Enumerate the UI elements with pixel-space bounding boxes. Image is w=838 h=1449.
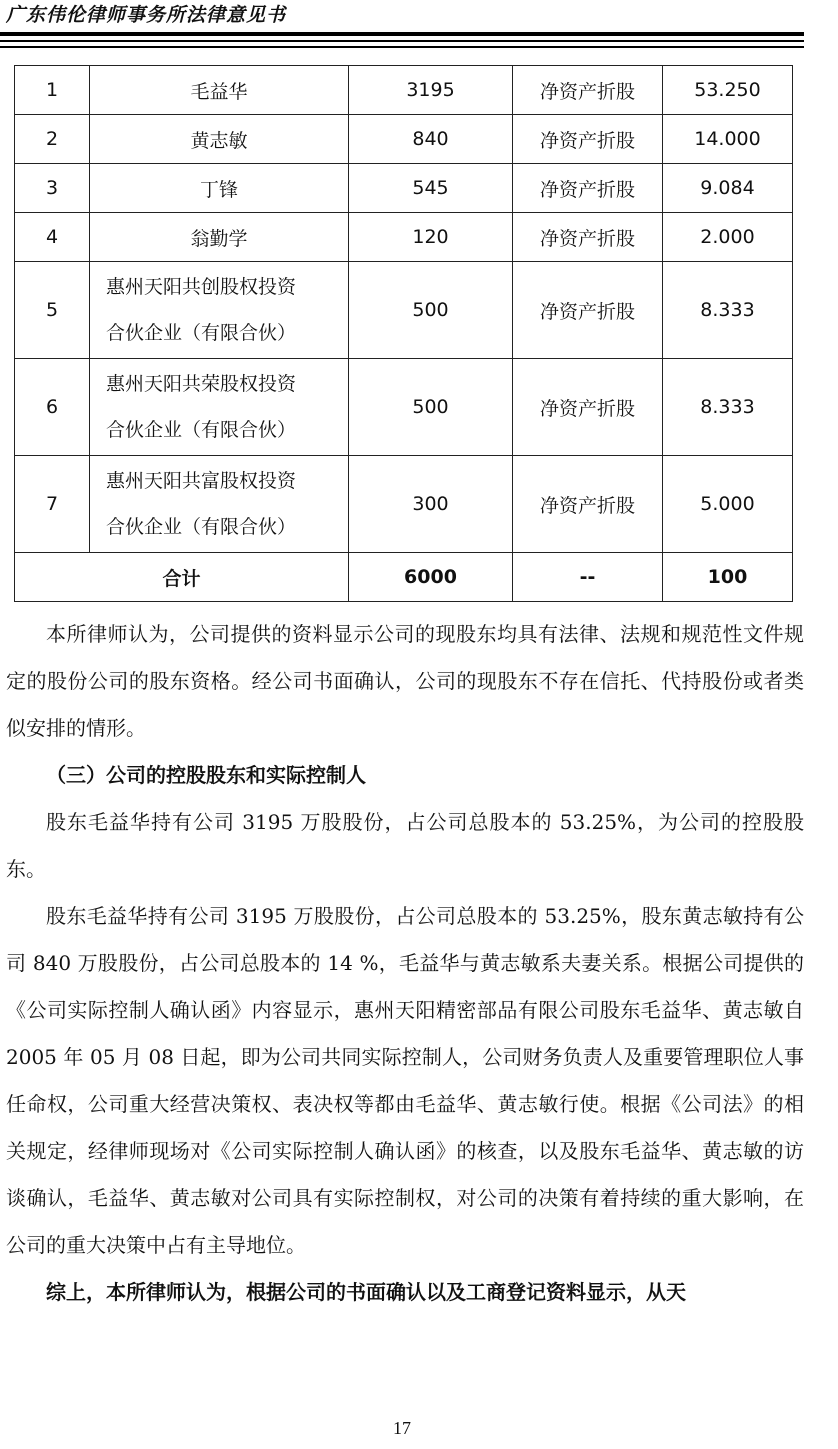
shareholder-name-line: 合伙企业（有限合伙） (106, 322, 297, 344)
paragraph-conclusion: 综上，本所律师认为，根据公司的书面确认以及工商登记资料显示，从天 (46, 1280, 686, 1304)
shareholder-name-line: 惠州天阳共富股权投资 (106, 470, 297, 492)
contribution-method: 净资产折股 (513, 262, 663, 359)
table-row (15, 456, 793, 553)
row-number: 2 (15, 115, 90, 164)
contribution-method: 净资产折股 (513, 456, 663, 553)
row-number: 3 (15, 164, 90, 213)
table-row (15, 359, 793, 456)
share-ratio: 2.000 (663, 213, 793, 262)
share-count: 500 (349, 262, 513, 359)
total-method: -- (513, 553, 663, 602)
shareholder-name: 丁锋 (90, 164, 349, 213)
page-number: 17 (393, 1418, 411, 1438)
shareholder-name: 翁勤学 (90, 213, 349, 262)
contribution-method: 净资产折股 (513, 115, 663, 164)
share-ratio: 9.084 (663, 164, 793, 213)
row-number: 6 (15, 359, 90, 456)
shareholder-name-line: 惠州天阳共荣股权投资 (106, 373, 297, 395)
header-rule-thick (0, 32, 804, 36)
contribution-method: 净资产折股 (513, 359, 663, 456)
row-number: 4 (15, 213, 90, 262)
paragraph: 本所律师认为，公司提供的资料显示公司的现股东均具有法律、法规和规范性文件规定的股份公司的股东资格。经公司书面确认，公司的现股东不存在信托、代持股份或者类似安排的情形。 (6, 622, 804, 740)
row-number: 5 (15, 262, 90, 359)
paragraph: 股东毛益华持有公司 3195 万股股份，占公司总股本的 53.25%，为公司的控股股东。 (6, 810, 804, 881)
total-label: 合计 (15, 553, 349, 602)
document-header-title: 广东伟伦律师事务所法律意见书 (6, 4, 287, 26)
shareholder-name (90, 456, 349, 553)
shareholder-name-line: 合伙企业（有限合伙） (106, 419, 297, 441)
share-ratio: 8.333 (663, 359, 793, 456)
contribution-method: 净资产折股 (513, 164, 663, 213)
share-ratio: 8.333 (663, 262, 793, 359)
shareholder-table (14, 65, 793, 602)
share-ratio: 53.250 (663, 66, 793, 115)
row-number: 1 (15, 66, 90, 115)
shareholder-name (90, 359, 349, 456)
header-rule-thin (0, 40, 804, 42)
share-count: 120 (349, 213, 513, 262)
contribution-method: 净资产折股 (513, 213, 663, 262)
shareholder-name (90, 262, 349, 359)
table-row (15, 115, 793, 164)
table-row (15, 66, 793, 115)
total-ratio: 100 (663, 553, 793, 602)
row-number: 7 (15, 456, 90, 553)
share-ratio: 14.000 (663, 115, 793, 164)
table-row (15, 262, 793, 359)
share-count: 545 (349, 164, 513, 213)
header-rule-thin (0, 46, 804, 48)
share-count: 840 (349, 115, 513, 164)
section-heading: （三）公司的控股股东和实际控制人 (46, 763, 366, 787)
shareholder-table-body (15, 66, 793, 602)
shareholder-name-line: 惠州天阳共创股权投资 (106, 276, 297, 298)
contribution-method: 净资产折股 (513, 66, 663, 115)
shareholder-name: 毛益华 (90, 66, 349, 115)
paragraph: 股东毛益华持有公司 3195 万股股份，占公司总股本的 53.25%，股东黄志敏持有公司 840 万股股份，占公司总股本的 14 %，毛益华与黄志敏系夫妻关系。根据公司提供的《公司实际控制人确认函》内容显示，惠州天阳精密部品有限公司股东毛益华、黄志敏自 2005 年 05 月 08 日起，即为公司共同实际控制人，公司财务负责人及重要管理职位人事任命权，公司重大经营决策权、表决权等都由毛益华、黄志敏行使。根据《公司法》的相关规定，经律师现场对《公司实际控制人确认函》的核查，以及股东毛益华、黄志敏的访谈确认，毛益华、黄志敏对公司具有实际控制权，对公司的决策有着持续的重大影响，在公司的重大决策中占有主导地位。 (6, 904, 804, 1257)
share-count: 300 (349, 456, 513, 553)
table-row (15, 164, 793, 213)
share-ratio: 5.000 (663, 456, 793, 553)
share-count: 3195 (349, 66, 513, 115)
body-text (6, 611, 804, 1316)
table-total-row (15, 553, 793, 602)
share-count: 500 (349, 359, 513, 456)
shareholder-name: 黄志敏 (90, 115, 349, 164)
total-shares: 6000 (349, 553, 513, 602)
shareholder-name-line: 合伙企业（有限合伙） (106, 516, 297, 538)
table-row (15, 213, 793, 262)
